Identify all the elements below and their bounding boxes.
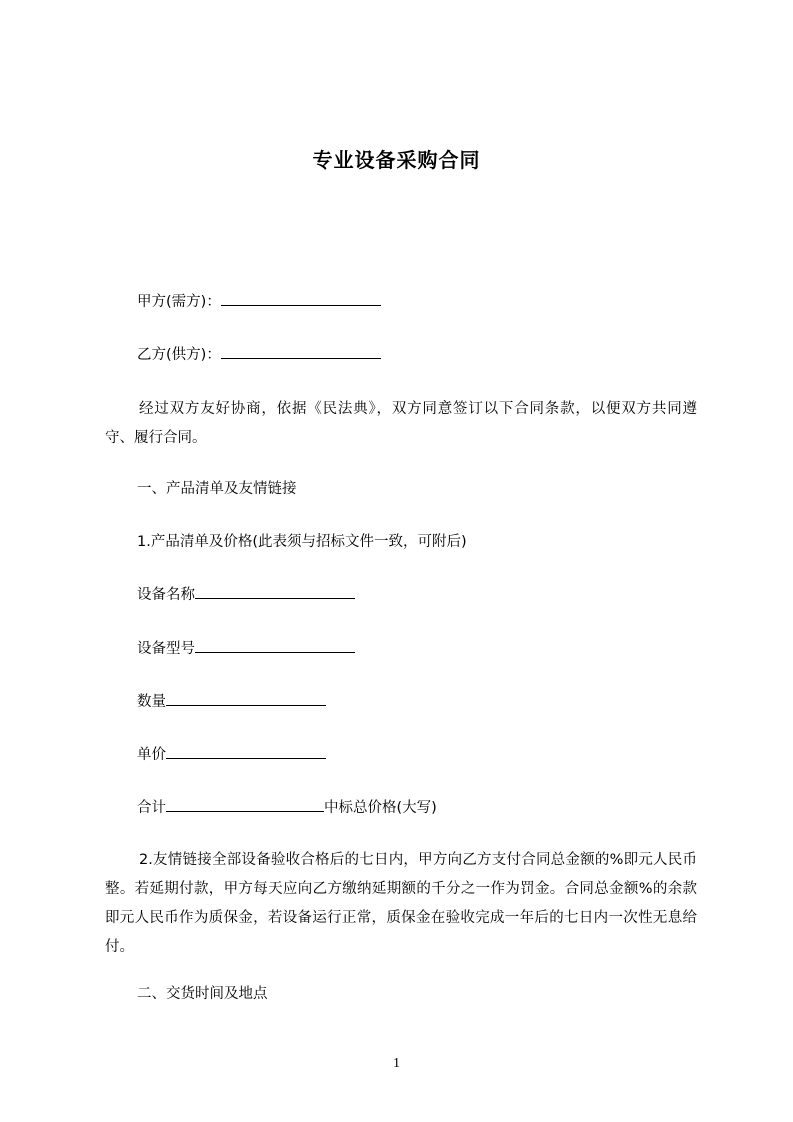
- total-label: 合计: [137, 800, 166, 816]
- section-2-heading: 二、交货时间及地点: [137, 986, 268, 1002]
- total-blank: [166, 798, 324, 812]
- total-suffix: 中标总价格(大写): [324, 800, 437, 816]
- device-model-label: 设备型号: [137, 641, 195, 657]
- party-b-blank: [221, 345, 381, 359]
- quantity-blank: [166, 692, 326, 706]
- intro-paragraph: 经过双方友好协商，依据《民法典》，双方同意签订以下合同条款，以便双方共同遵守、履行合同。: [105, 401, 697, 446]
- device-name-label: 设备名称: [137, 587, 195, 603]
- quantity-line: [137, 692, 326, 711]
- device-model-line: [137, 639, 355, 658]
- unit-price-label: 单价: [137, 747, 166, 763]
- unit-price-blank: [166, 745, 326, 759]
- device-name-line: [137, 585, 355, 604]
- item-1-heading: 1.产品清单及价格(此表须与招标文件一致，可附后): [137, 534, 467, 550]
- unit-price-line: [137, 745, 326, 764]
- document-title: 专业设备采购合同: [312, 148, 481, 172]
- device-name-blank: [195, 585, 355, 599]
- party-b-label: 乙方(供方)：: [137, 347, 221, 363]
- total-line: [137, 798, 437, 817]
- device-model-blank: [195, 639, 355, 653]
- party-a-blank: [221, 292, 381, 306]
- page-number: 1: [393, 1056, 400, 1071]
- item-2-paragraph: 2.友情链接全部设备验收合格后的七日内，甲方向乙方支付合同总金额的%即元人民币整。若延期付款，甲方每天应向乙方缴纳延期额的千分之一作为罚金。合同总金额%的余款即元人民币作为质保金，若设备运行正常，质保金在验收完成一年后的七日内一次性无息给付。: [105, 852, 697, 955]
- party-a-label: 甲方(需方)：: [137, 294, 221, 310]
- party-b-line: [137, 345, 381, 364]
- section-1-heading: 一、产品清单及友情链接: [137, 481, 297, 497]
- party-a-line: [137, 292, 381, 311]
- quantity-label: 数量: [137, 694, 166, 710]
